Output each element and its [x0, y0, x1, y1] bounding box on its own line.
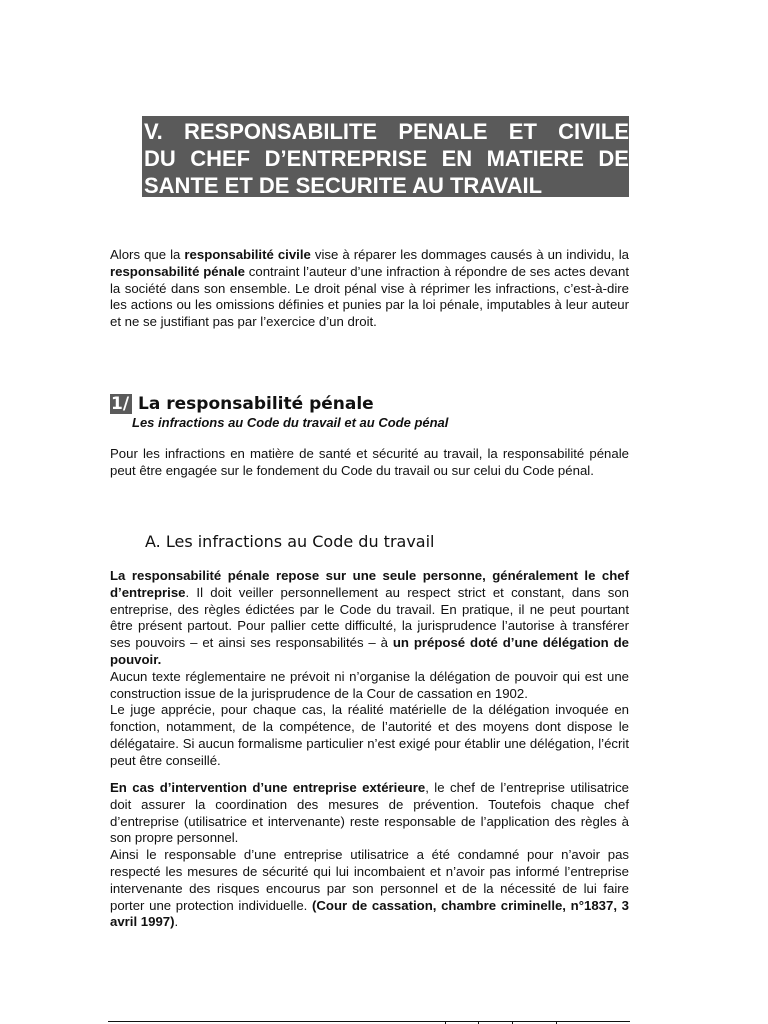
chef-bold-1: La responsabilité pénale repose sur une seule personne, généralement le chef d’entreprise	[110, 568, 629, 600]
section-title-box	[142, 116, 629, 197]
heading-2: A. Les infractions au Code du travail	[145, 532, 435, 551]
footer-rule	[108, 1021, 630, 1022]
external-paragraph	[110, 780, 629, 931]
heading-1-number: 1/	[110, 394, 132, 414]
external-text-2: Ainsi le responsable d’une entreprise utilisatrice a été condamné pour n’avoir pas respecté les mesures de sécurité qui lui incombaient et n’avoir pas informé l’entreprise intervenante des risques encourus par son personnel et de la nécessité de lui faire porter une protection individuelle.	[110, 847, 629, 913]
external-bold-citation: (Cour de cassation, chambre criminelle, n°1837, 3 avril 1997)	[110, 897, 629, 930]
intro-paragraph	[110, 247, 629, 331]
chef-text-1: . Il doit veiller personnellement au respect strict et constant, dans son entreprise, des règles édictées par le Code du travail. En pratique, il ne peut pourtant être présent partout. Pour pallier cette difficulté, la jurisprudence l’autorise à transférer ses pouvoirs – et ainsi ses responsabilités – à	[110, 584, 629, 651]
chef-paragraph	[110, 568, 629, 770]
heading-1-subtitle: Les infractions au Code du travail et au Code pénal	[132, 415, 449, 430]
code-paragraph: Pour les infractions en matière de santé et sécurité au travail, la responsabilité pénale peut être engagée sur le fondement du Code du travail ou sur celui du Code pénal.	[110, 446, 629, 478]
section-title-line-2: DU CHEF D’ENTREPRISE EN MATIERE DE	[144, 146, 629, 171]
heading-1-title: La responsabilité pénale	[138, 394, 374, 414]
external-bold-1: En cas d’intervention d’une entreprise extérieure	[110, 780, 426, 795]
chef-text-3: Le juge apprécie, pour chaque cas, la réalité matérielle de la délégation invoquée en fonction, notamment, de la compétence, de l’autorité et des moyens dont dispose le délégataire. Si aucun formalisme particulier n’est exigé pour établir une délégation, l’écrit peut être conseillé.	[110, 702, 629, 768]
external-text-1: , le chef de l’entreprise utilisatrice doit assurer la coordination des mesures de prévention. Toutefois chaque chef d’entreprise (utilisatrice et intervenante) reste responsable de l’application des règles à son propre personnel.	[110, 780, 629, 846]
section-title-line-1: V. RESPONSABILITE PENALE ET CIVILE	[144, 119, 629, 144]
chef-bold-2: un préposé doté d’une délégation de pouvoir.	[110, 635, 629, 667]
intro-text-1: Alors que la	[110, 247, 185, 262]
intro-text-2: vise à réparer les dommages causés à un individu, la	[310, 247, 629, 262]
heading-1	[110, 394, 374, 414]
intro-bold-penal: responsabilité pénale	[110, 263, 245, 279]
section-title-line-3: SANTE ET DE SECURITE AU TRAVAIL	[144, 173, 543, 198]
external-text-3: .	[174, 914, 179, 930]
intro-text-3: contraint l’auteur d’une infraction à répondre de ses actes devant la société dans son ensemble. Le droit pénal vise à réprimer les infractions, c’est-à-dire les actions ou les omissions définies et punies par la loi pénale, imputables à leur auteur et ne se justifiant pas par l’exercice d’un droit.	[110, 263, 629, 330]
chef-text-2: Aucun texte réglementaire ne prévoit ni n’organise la délégation de pouvoir qui est une construction issue de la jurisprudence de la Cour de cassation en 1902.	[110, 668, 629, 701]
intro-bold-civil: responsabilité civile	[184, 247, 311, 262]
